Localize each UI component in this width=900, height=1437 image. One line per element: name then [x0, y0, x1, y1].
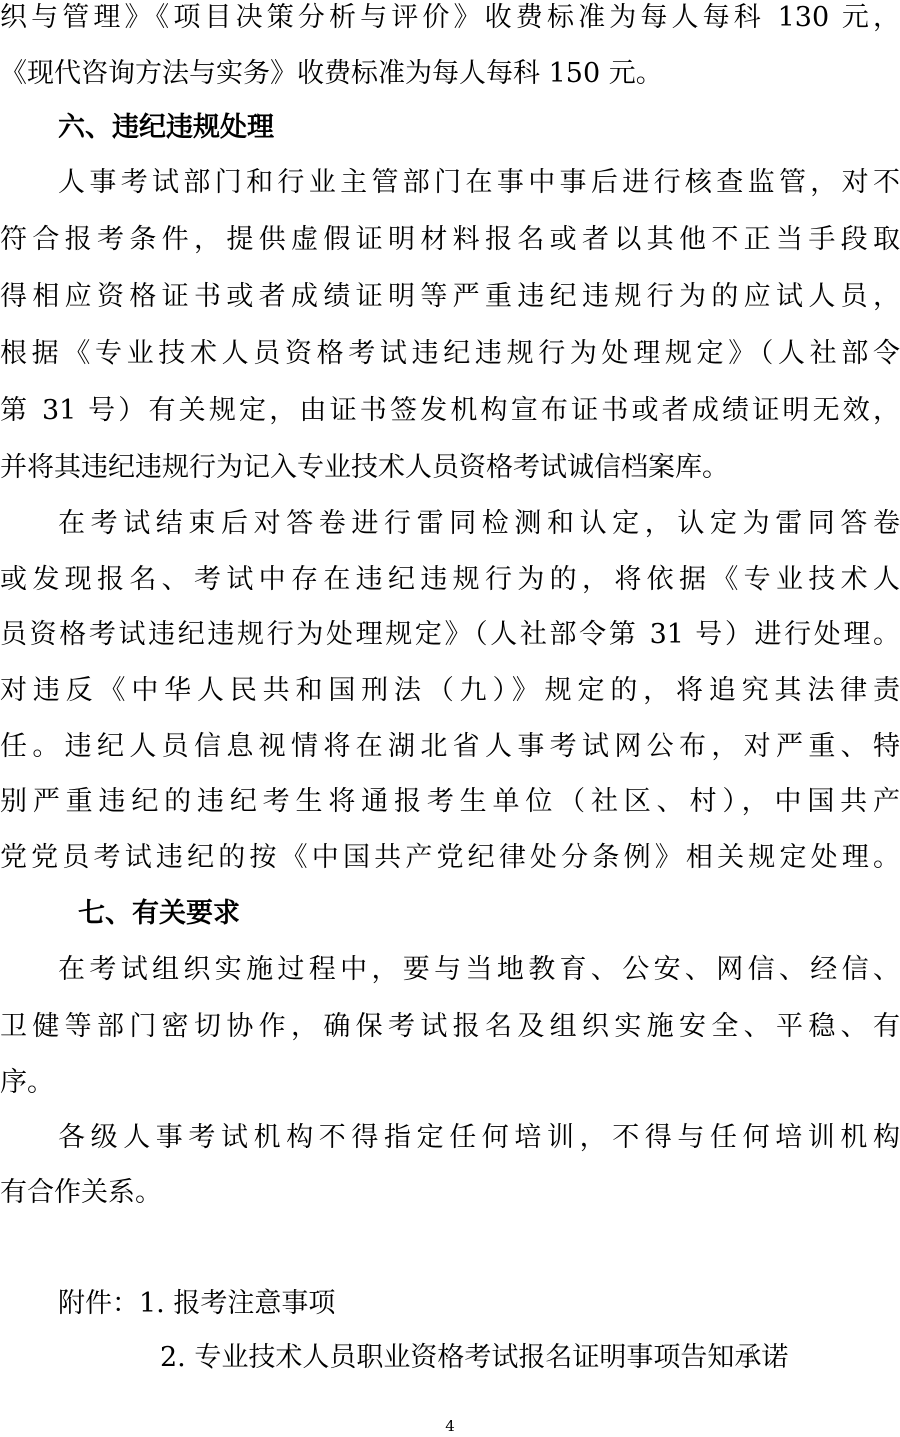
paragraph-line: 或发现报名、考试中存在违纪违规行为的，将依据《专业技术人: [0, 564, 900, 595]
paragraph-line: 在考试组织实施过程中，要与当地教育、公安、网信、经信、: [58, 954, 900, 985]
paragraph-line: 符合报考条件，提供虚假证明材料报名或者以其他不正当手段取: [0, 224, 900, 255]
paragraph-line: 别严重违纪的违纪考生将通报考生单位（社区、村），中国共产: [0, 786, 900, 817]
paragraph-line: 各级人事考试机构不得指定任何培训，不得与任何培训机构: [58, 1122, 900, 1153]
section-six-heading: 六、违纪违规处理: [58, 112, 274, 143]
paragraph-line: 员资格考试违纪违规行为处理规定》（人社部令第 31 号）进行处理。: [0, 619, 900, 650]
paragraph-line: 人事考试部门和行业主管部门在事中事后进行核查监管，对不: [58, 167, 900, 198]
paragraph-line: 第 31 号）有关规定，由证书签发机构宣布证书或者成绩证明无效，: [0, 395, 900, 426]
fee-line-1: 织与管理》《项目决策分析与评价》收费标准为每人每科 130 元，: [0, 2, 900, 33]
fee-line-2: 《现代咨询方法与实务》收费标准为每人每科 150 元。: [0, 58, 663, 89]
paragraph-line: 卫健等部门密切协作，确保考试报名及组织实施安全、平稳、有: [0, 1011, 900, 1042]
paragraph-line: 在考试结束后对答卷进行雷同检测和认定，认定为雷同答卷: [58, 508, 900, 539]
paragraph-line: 对违反《中华人民共和国刑法（九）》规定的，将追究其法律责: [0, 675, 900, 706]
section-seven-heading: 七、有关要求: [78, 898, 240, 929]
attachment-item-2: 2. 专业技术人员职业资格考试报名证明事项告知承诺: [160, 1342, 789, 1373]
paragraph-line: 有合作关系。: [0, 1177, 162, 1208]
paragraph-line: 并将其违纪违规行为记入专业技术人员资格考试诚信档案库。: [0, 452, 729, 483]
paragraph-line: 党党员考试违纪的按《中国共产党纪律处分条例》相关规定处理。: [0, 842, 900, 873]
attachment-item-1: 附件：1. 报考注意事项: [58, 1288, 336, 1319]
paragraph-line: 任。违纪人员信息视情将在湖北省人事考试网公布，对严重、特: [0, 731, 900, 762]
paragraph-line: 根据《专业技术人员资格考试违纪违规行为处理规定》（人社部令: [0, 338, 900, 369]
paragraph-line: 得相应资格证书或者成绩证明等严重违纪违规行为的应试人员，: [0, 281, 900, 312]
paragraph-line: 序。: [0, 1067, 54, 1098]
page-number: 4: [445, 1417, 455, 1435]
